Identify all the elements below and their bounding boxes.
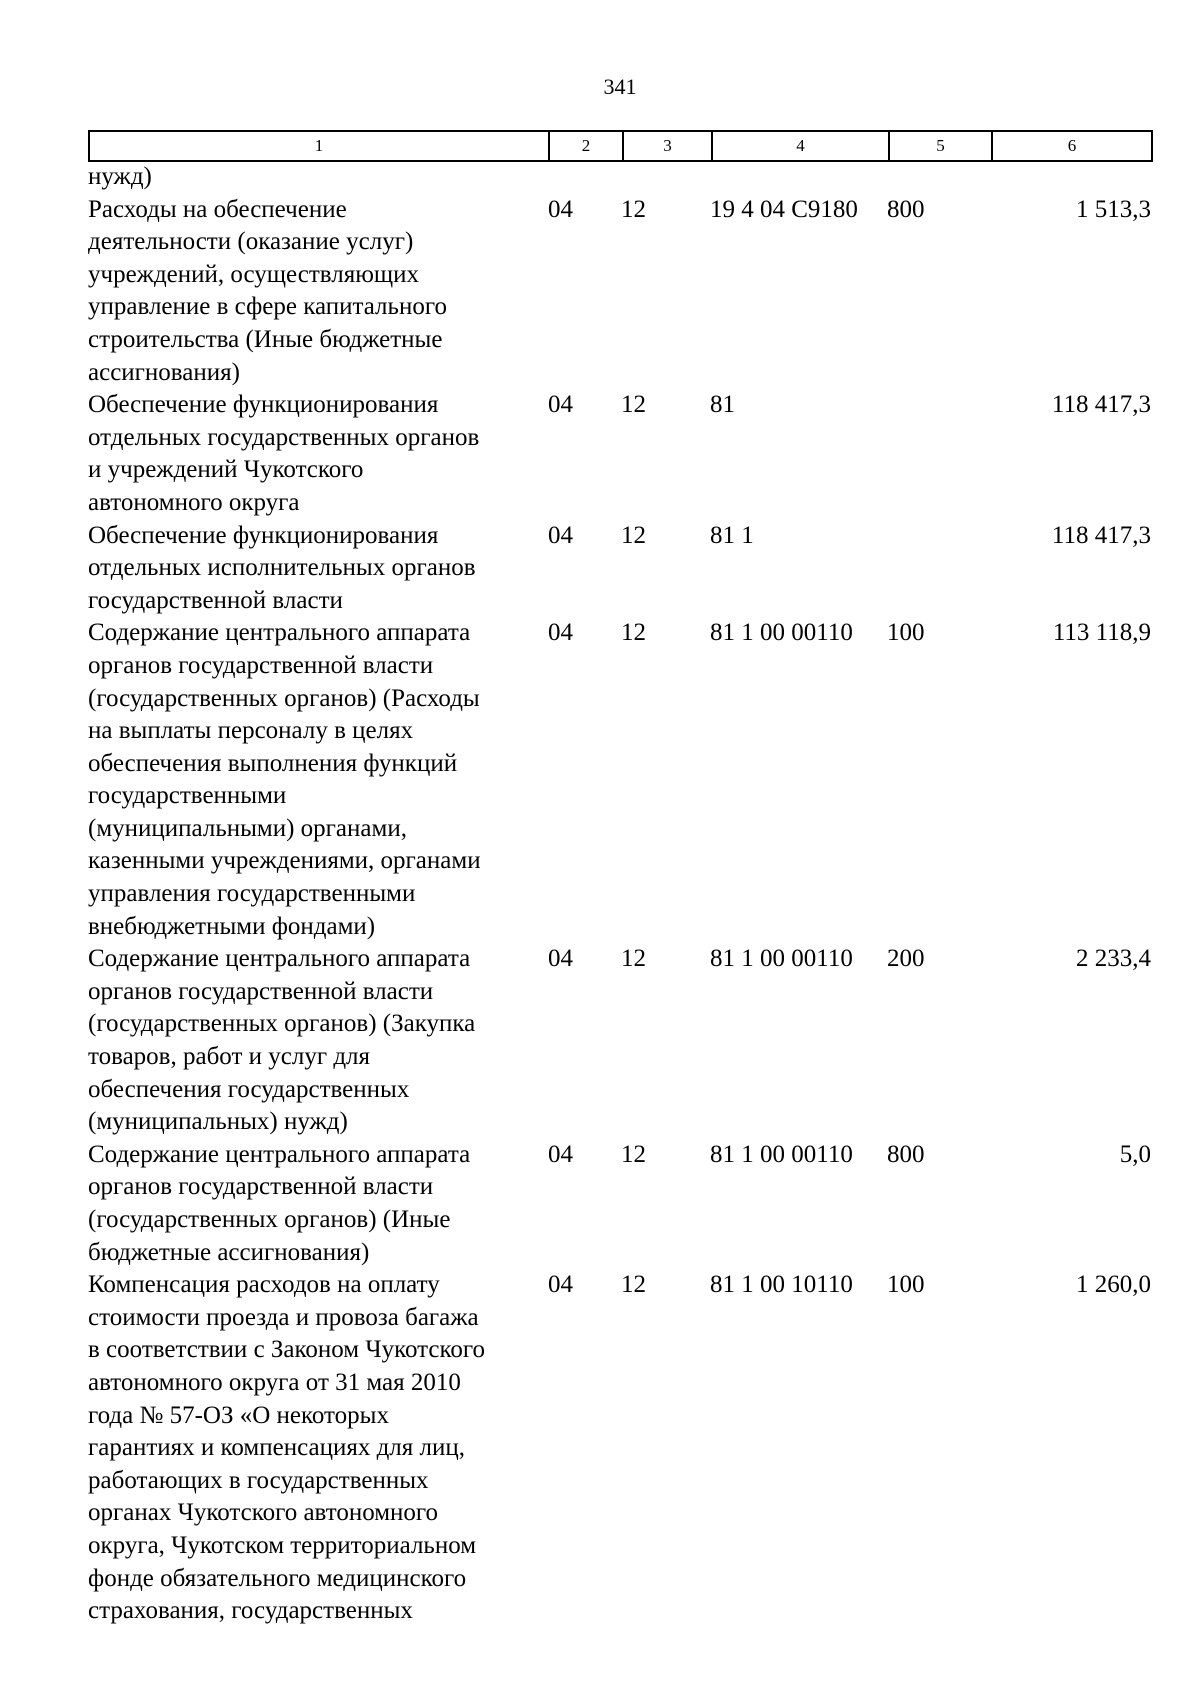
table-row [88, 1269, 1151, 1628]
description-line: Расходы на обеспечение [88, 195, 347, 223]
column-header-5: 5 [889, 131, 992, 161]
description-line: внебюджетными фондами) [88, 912, 376, 940]
description-line: строительства (Иные бюджетные [88, 325, 443, 353]
description-line: органов государственной власти [88, 1173, 434, 1201]
description-line: и учреждений Чукотского [88, 456, 364, 484]
row-target-article-code: 81 1 00 00110 [710, 1140, 853, 1168]
row-amount [989, 161, 1151, 194]
row-target-article-code [709, 161, 886, 194]
description-line: органов государственной власти [88, 977, 434, 1005]
description-line: Компенсация расходов на оплату [88, 1271, 440, 1299]
description-line: бюджетные ассигнования) [88, 1238, 370, 1266]
row-target-article-code: 19 4 04 С9180 [710, 195, 858, 223]
description-line: (государственных органов) (Закупка [88, 1010, 476, 1038]
row-amount: 118 417,3 [1051, 391, 1151, 419]
row-description [88, 389, 546, 519]
description-line: казенными учреждениями, органами [88, 847, 481, 875]
column-header-row [89, 131, 1152, 161]
description-line: работающих в государственных [88, 1466, 429, 1494]
row-section-code: 04 [548, 391, 573, 419]
description-line: года № 57-ОЗ «О некоторых [88, 1401, 389, 1429]
row-amount: 2 233,4 [1076, 945, 1151, 973]
description-line: учреждений, осуществляющих [88, 260, 420, 288]
table-row [88, 943, 1151, 1139]
description-line: Обеспечение функционирования [88, 521, 439, 549]
table-row [88, 1139, 1151, 1269]
row-description [88, 161, 546, 194]
description-line: органов государственной власти [88, 651, 434, 679]
description-line: автономного округа от 31 мая 2010 [88, 1368, 461, 1396]
row-expense-type-code [886, 520, 989, 618]
row-section-code: 04 [548, 1271, 573, 1299]
column-header-1: 1 [89, 131, 549, 161]
description-line: (муниципальными) органами, [88, 814, 407, 842]
description-line: гарантиях и компенсациях для лиц, [88, 1434, 466, 1462]
description-line: управление в сфере капитального [88, 293, 447, 321]
table-row [88, 520, 1151, 618]
budget-table-body [88, 161, 1151, 1628]
description-line: управления государственными [88, 880, 416, 908]
row-amount: 1 260,0 [1076, 1271, 1151, 1299]
description-line: Обеспечение функционирования [88, 391, 439, 419]
row-subsection-code: 12 [621, 1140, 646, 1168]
row-target-article-code: 81 1 00 00110 [710, 619, 853, 647]
row-description [88, 1139, 546, 1269]
table-row [88, 194, 1151, 390]
row-description [88, 617, 546, 943]
description-line: стоимости проезда и провоза багажа [88, 1303, 479, 1331]
description-line: государственной власти [88, 586, 343, 614]
column-header-3: 3 [623, 131, 712, 161]
description-line: обеспечения выполнения функций [88, 749, 458, 777]
description-line: отдельных исполнительных органов [88, 554, 476, 582]
row-expense-type-code: 100 [887, 1271, 925, 1299]
description-line: нужд) [88, 163, 152, 190]
table-row [88, 389, 1151, 519]
row-amount: 1 513,3 [1076, 195, 1151, 223]
row-expense-type-code: 800 [887, 1140, 925, 1168]
column-header-table [88, 130, 1153, 162]
description-line: отдельных государственных органов [88, 423, 480, 451]
description-line: (государственных органов) (Расходы [88, 684, 480, 712]
table-row [88, 161, 1151, 194]
row-description [88, 194, 546, 390]
description-line: (муниципальных) нужд) [88, 1108, 348, 1136]
row-description [88, 1269, 546, 1628]
row-target-article-code: 81 1 [710, 521, 754, 549]
description-line: государственными [88, 782, 287, 810]
description-line: Содержание центрального аппарата [88, 1140, 471, 1168]
row-subsection-code: 12 [621, 945, 646, 973]
row-subsection-code: 12 [621, 391, 646, 419]
row-section-code: 04 [548, 521, 573, 549]
row-target-article-code: 81 1 00 10110 [710, 1271, 853, 1299]
description-line: страхования, государственных [88, 1597, 413, 1625]
row-subsection-code: 12 [621, 619, 646, 647]
row-target-article-code: 81 [710, 391, 735, 419]
description-line: на выплаты персоналу в целях [88, 717, 414, 745]
description-line: фонде обязательного медицинского [88, 1564, 467, 1592]
row-expense-type-code [886, 389, 989, 519]
description-line: Содержание центрального аппарата [88, 945, 471, 973]
column-header-4: 4 [712, 131, 889, 161]
description-line: Содержание центрального аппарата [88, 619, 471, 647]
description-line: обеспечения государственных [88, 1075, 410, 1103]
description-line: деятельности (оказание услуг) [88, 228, 414, 256]
description-line: автономного округа [88, 488, 300, 516]
description-line: ассигнования) [88, 358, 240, 386]
row-amount: 118 417,3 [1051, 521, 1151, 549]
table-row [88, 617, 1151, 943]
description-line: товаров, работ и услуг для [88, 1043, 371, 1071]
row-subsection-code: 12 [621, 195, 646, 223]
row-expense-type-code: 100 [887, 619, 925, 647]
row-subsection-code: 12 [621, 1271, 646, 1299]
row-description [88, 943, 546, 1139]
row-section-code: 04 [548, 619, 573, 647]
description-line: округа, Чукотском территориальном [88, 1531, 477, 1559]
row-section-code: 04 [548, 195, 573, 223]
row-subsection-code [620, 161, 709, 194]
row-expense-type-code: 200 [887, 945, 925, 973]
row-section-code [546, 161, 620, 194]
page-number: 341 [603, 74, 637, 99]
row-amount: 113 118,9 [1052, 619, 1151, 647]
description-line: органах Чукотского автономного [88, 1499, 439, 1527]
row-expense-type-code: 800 [887, 195, 925, 223]
row-subsection-code: 12 [621, 521, 646, 549]
row-section-code: 04 [548, 945, 573, 973]
row-target-article-code: 81 1 00 00110 [710, 945, 853, 973]
row-section-code: 04 [548, 1140, 573, 1168]
column-header-6: 6 [992, 131, 1152, 161]
row-description [88, 520, 546, 618]
column-header-2: 2 [549, 131, 623, 161]
description-line: (государственных органов) (Иные [88, 1206, 451, 1233]
row-expense-type-code [886, 161, 989, 194]
description-line: в соответствии с Законом Чукотского [88, 1336, 486, 1364]
row-amount: 5,0 [1119, 1140, 1151, 1168]
